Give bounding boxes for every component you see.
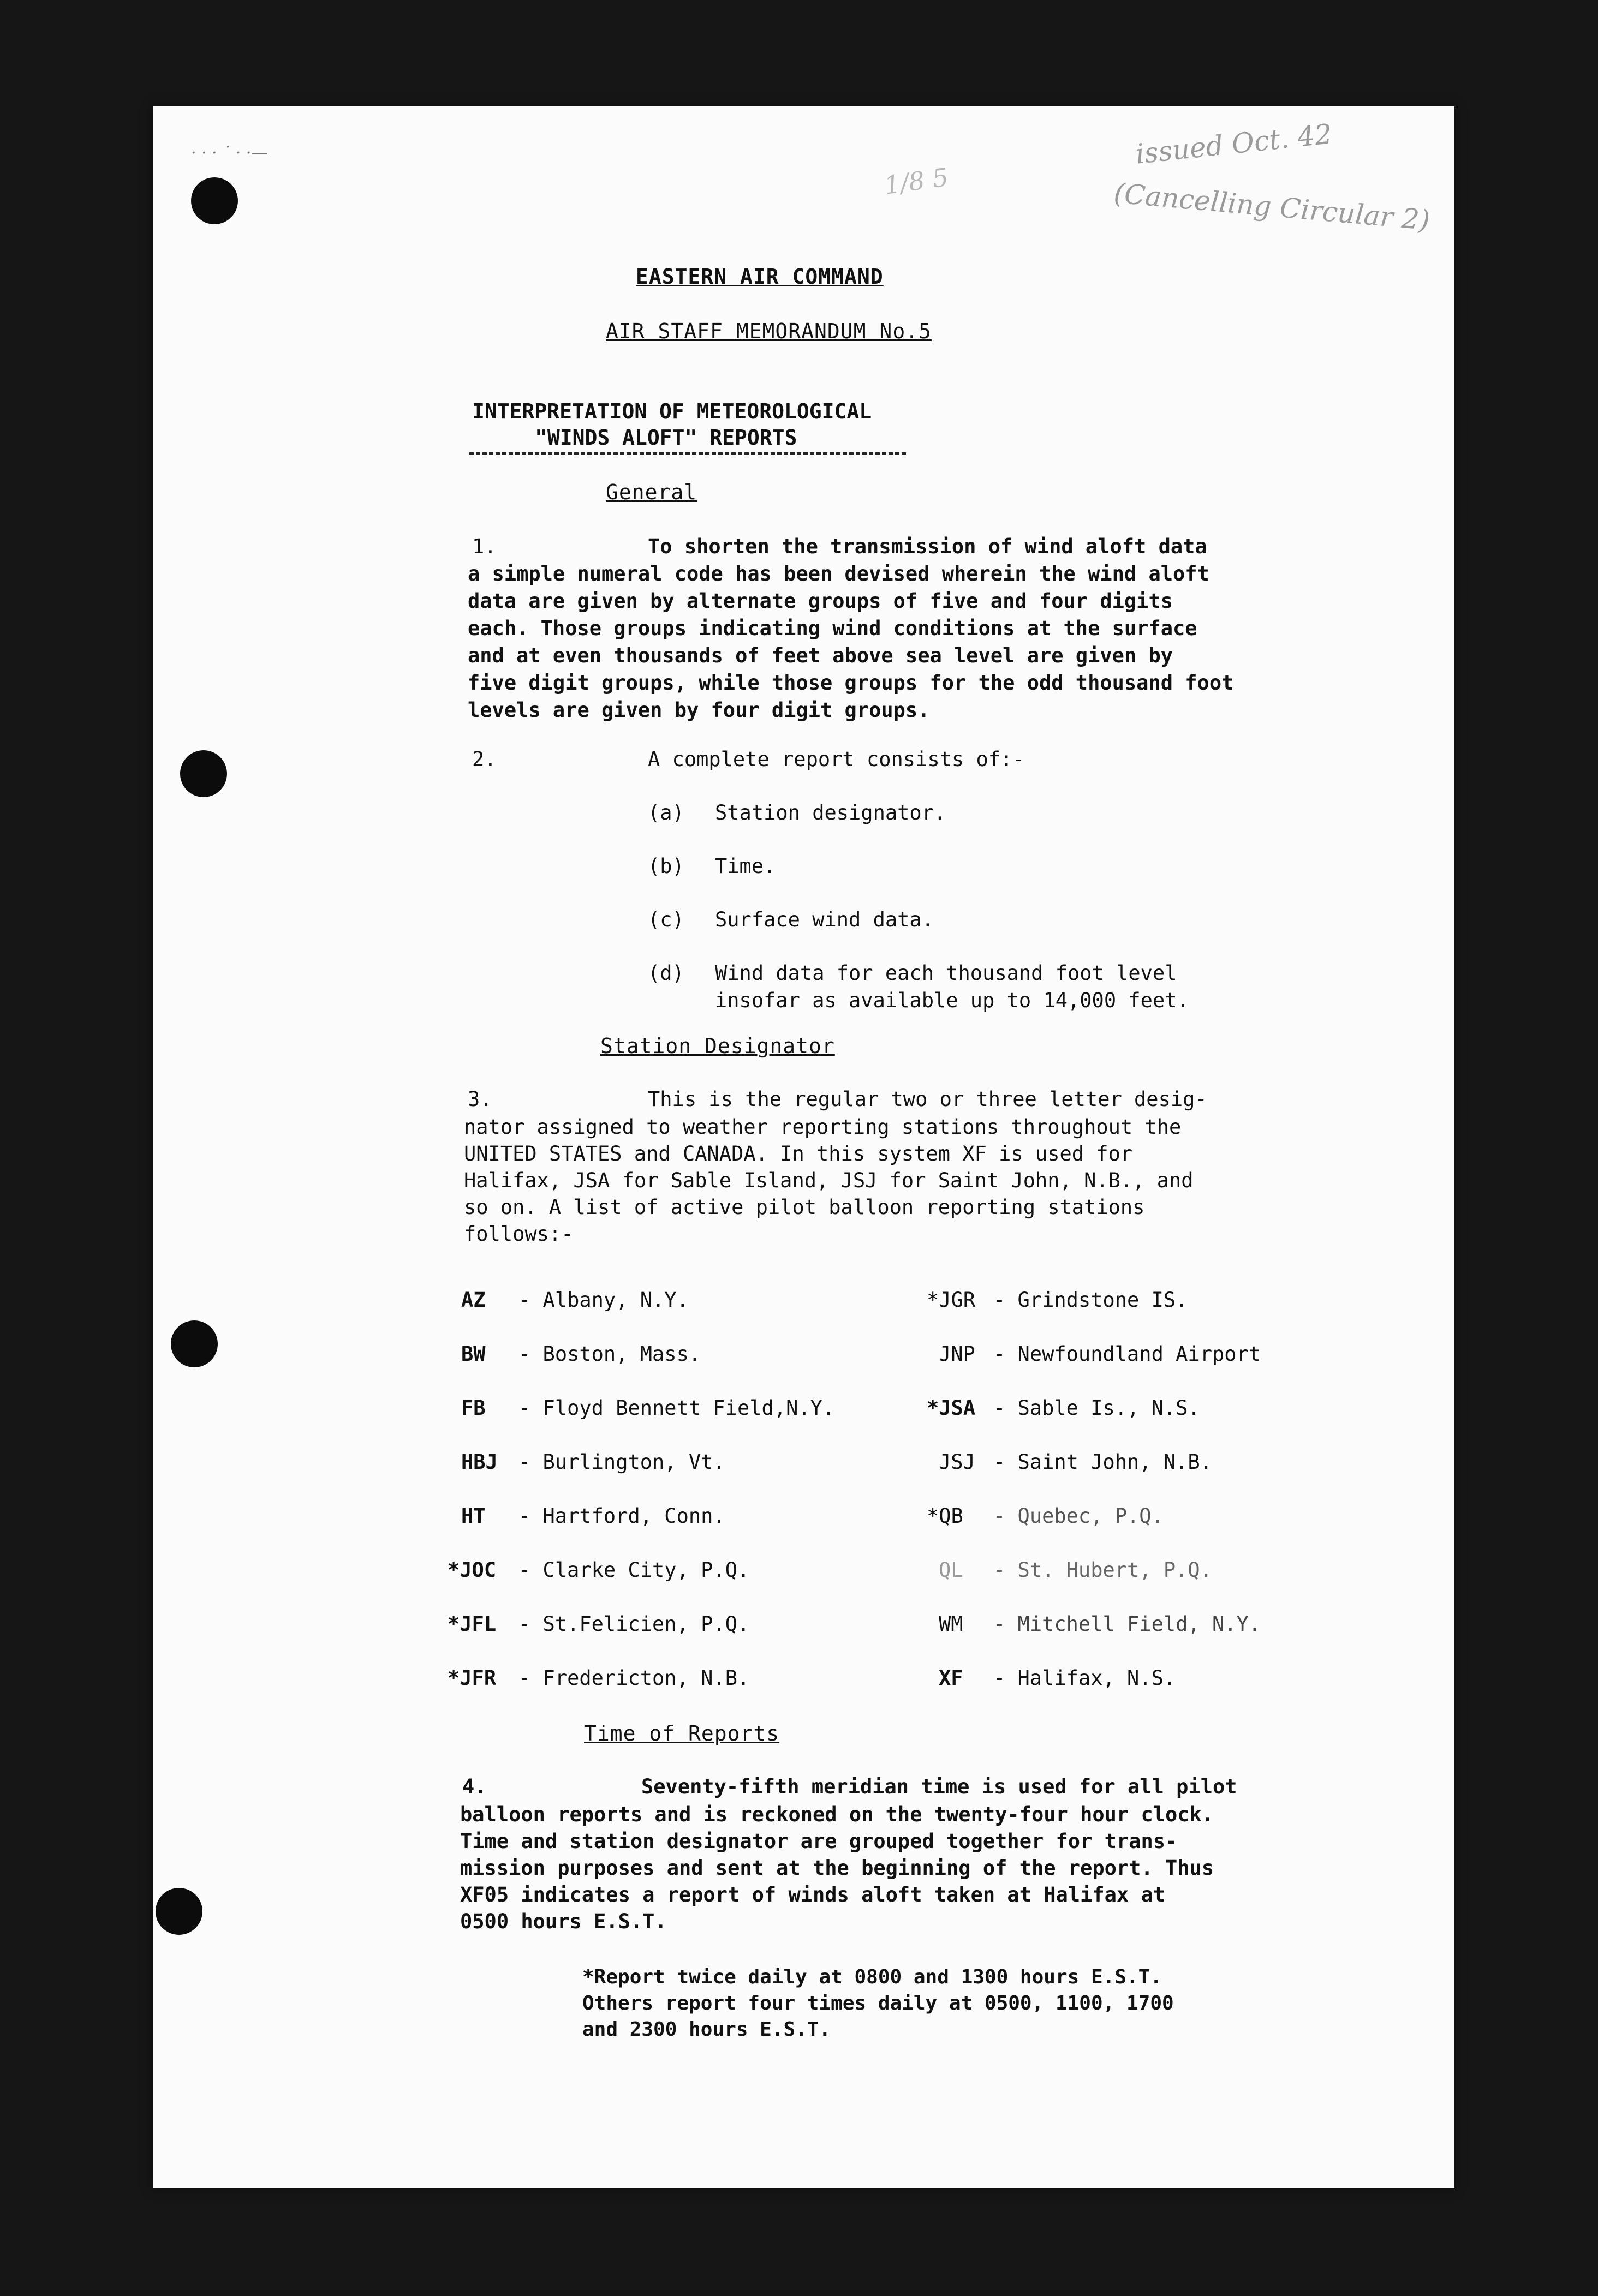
station-name: - Saint John, N.B. [993,1450,1212,1474]
para3-body: nator assigned to weather reporting stations throughout the UNITED STATES and CANADA. In this system XF is used for Halifax, JSA for Sable Island, JSJ for Saint John, N.B., and so on. A list of active pilot balloon reporting stations follows:- [464,1115,1194,1246]
station-name: - Mitchell Field, N.Y. [993,1612,1261,1636]
para2-number: 2. [472,748,497,771]
station-code: BW [461,1342,486,1366]
para3-number: 3. [468,1087,492,1111]
footnote-line3: and 2300 hours E.S.T. [582,2018,831,2041]
para1-body: a simple numeral code has been devised wherein the wind aloft data are given by alternate groups of five and four digits each. Those groups indicating wind conditions at the surface and at even thousands of feet above sea level are given by five digit groups, while those groups for the odd thousand foot levels are given by four digit groups. [468,562,1234,722]
station-name: - Burlington, Vt. [518,1450,725,1474]
footnote-line1: *Report twice daily at 0800 and 1300 hours E.S.T. [582,1966,1162,1988]
handwritten-note-2: (Cancelling Circular 2) [1112,177,1432,237]
para1-first-line: To shorten the transmission of wind aloft data [648,535,1207,558]
memo-title-line1: INTERPRETATION OF METEOROLOGICAL [472,399,872,423]
station-name: - St.Felicien, P.Q. [518,1612,750,1636]
station-code: WM [939,1612,963,1636]
station-name: - Albany, N.Y. [518,1288,689,1312]
station-name: - Clarke City, P.Q. [518,1558,750,1582]
punch-hole-2 [180,750,227,797]
station-name: - Floyd Bennett Field,N.Y. [518,1396,835,1420]
item-d-text-2: insofar as available up to 14,000 feet. [715,989,1189,1012]
section-station-designator: Station Designator [600,1034,835,1058]
punch-hole-3 [171,1320,218,1367]
station-name: - Sable Is., N.S. [993,1396,1200,1420]
section-general: General [606,480,697,504]
station-name: - Fredericton, N.B. [518,1666,750,1690]
memo-heading: AIR STAFF MEMORANDUM No.5 [606,319,932,343]
station-code: *QB [927,1504,963,1528]
station-name: - Quebec, P.Q. [993,1504,1164,1528]
station-code: *JGR [927,1288,976,1312]
para4-number: 4. [462,1775,487,1798]
section-time-of-reports: Time of Reports [584,1721,780,1745]
station-code: QL [939,1558,963,1582]
item-b-text: Time. [715,854,776,878]
punch-hole-4 [156,1888,202,1935]
para3-first-line: This is the regular two or three letter desig- [648,1087,1207,1111]
para4-body: balloon reports and is reckoned on the twenty-four hour clock. Time and station designator are grouped together for trans- mission purposes and sent at the beginning of the report. Thus XF05 indicates a report of winds aloft taken at Halifax at 0500 hours E.S.T. [460,1803,1214,1933]
item-c-text: Surface wind data. [715,908,934,931]
station-code: *JFR [448,1666,497,1690]
station-name: - St. Hubert, P.Q. [993,1558,1212,1582]
station-name: - Newfoundland Airport [993,1342,1261,1366]
para4-first-line: Seventy-fifth meridian time is used for all pilot [641,1775,1237,1798]
item-b-label: (b) [648,854,684,878]
station-name: - Halifax, N.S. [993,1666,1176,1690]
command-heading: EASTERN AIR COMMAND [636,265,884,289]
station-code: AZ [461,1288,486,1312]
item-d-label: (d) [648,961,684,985]
para2-text: A complete report consists of:- [648,748,1025,771]
left-margin-scribble: · · · ˙ · ·— [191,144,268,163]
footnote-line2: Others report four times daily at 0500, 1100, 1700 [582,1992,1174,2014]
station-code: *JOC [448,1558,497,1582]
station-code: HBJ [461,1450,498,1474]
station-name: - Hartford, Conn. [518,1504,725,1528]
handwritten-note-1: issued Oct. 42 [1134,118,1334,170]
document-page [153,106,1454,2188]
memo-title-line2: "WINDS ALOFT" REPORTS [535,426,797,450]
item-a-label: (a) [648,801,684,824]
para1-number: 1. [472,535,497,558]
item-a-text: Station designator. [715,801,946,824]
station-code: JSJ [939,1450,975,1474]
station-name: - Grindstone IS. [993,1288,1188,1312]
item-c-label: (c) [648,908,684,931]
punch-hole-1 [191,177,238,224]
pencil-mark: 1/8 5 [882,162,951,200]
station-code: JNP [939,1342,975,1366]
station-name: - Boston, Mass. [518,1342,701,1366]
station-code: *JSA [927,1396,976,1420]
station-code: XF [939,1666,963,1690]
title-rule [469,452,906,455]
station-code: HT [461,1504,486,1528]
item-d-text: Wind data for each thousand foot level [715,961,1177,985]
station-code: *JFL [448,1612,497,1636]
station-code: FB [461,1396,486,1420]
